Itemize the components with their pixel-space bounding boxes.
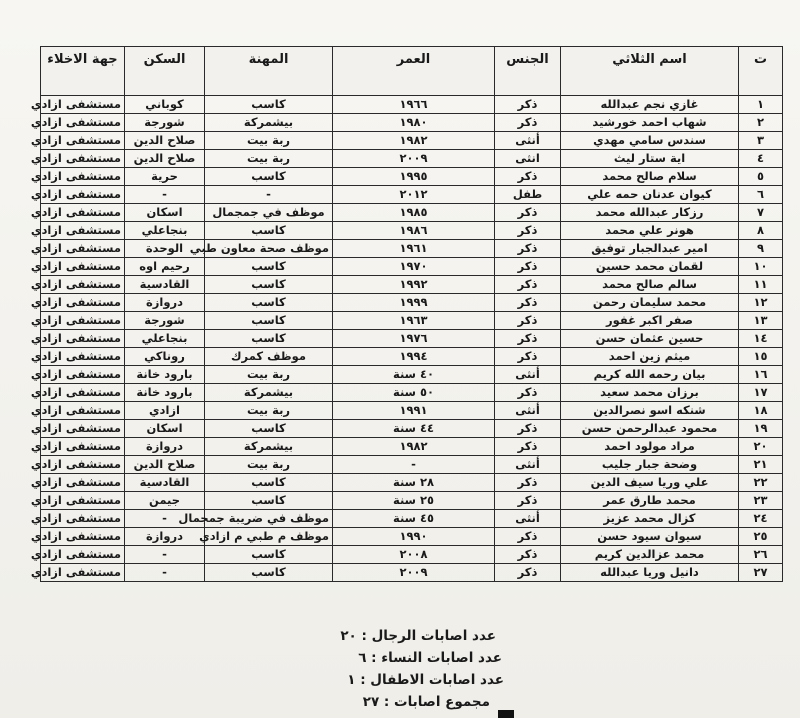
- table-row: [41, 528, 783, 546]
- table-row: [41, 276, 783, 294]
- table-row: [41, 402, 783, 420]
- casualties-table: [30, 46, 783, 582]
- row-index-cell: ١٦: [739, 366, 783, 384]
- residence-cell: الوحدة: [125, 240, 205, 258]
- gender-cell: انثى: [495, 150, 561, 168]
- age-cell: ٤٥ سنة: [333, 510, 495, 528]
- evacuation-destination-cell: مستشفى ازادي: [41, 348, 125, 366]
- full-name-cell: كيوان عدنان حمه علي: [561, 186, 739, 204]
- full-name-cell: محمود عبدالرحمن حسن: [561, 420, 739, 438]
- full-name-cell: غازي نجم عبدالله: [561, 96, 739, 114]
- occupation-cell: كاسب: [205, 294, 333, 312]
- row-index-cell: ٢٢: [739, 474, 783, 492]
- occupation-cell: ربة بيت: [205, 150, 333, 168]
- residence-cell: بارود خانة: [125, 366, 205, 384]
- table-row: [41, 240, 783, 258]
- occupation-cell: موظف صحة معاون طبي: [205, 240, 333, 258]
- occupation-cell: ربة بيت: [205, 402, 333, 420]
- residence-cell: القادسية: [125, 474, 205, 492]
- table-row: [41, 204, 783, 222]
- full-name-cell: وضحة جبار جليب: [561, 456, 739, 474]
- occupation-cell: كاسب: [205, 546, 333, 564]
- gender-cell: ذكر: [495, 96, 561, 114]
- full-name-cell: محمد عزالدين كريم: [561, 546, 739, 564]
- age-cell: ١٩٩١: [333, 402, 495, 420]
- age-cell: ٢٠٠٩: [333, 564, 495, 582]
- table-row: [41, 132, 783, 150]
- row-index-cell: ٢٥: [739, 528, 783, 546]
- evacuation-destination-cell: مستشفى ازادي: [41, 456, 125, 474]
- row-index-cell: ٤: [739, 150, 783, 168]
- occupation-cell: كاسب: [205, 258, 333, 276]
- column-age-header: العمر: [333, 47, 495, 96]
- table-body: [30, 96, 783, 582]
- evacuation-destination-cell: مستشفى ازادي: [41, 384, 125, 402]
- column-evacuation-header: جهة الاخلاء: [41, 47, 125, 96]
- scan-mark: [498, 710, 514, 718]
- age-cell: ١٩٨٥: [333, 204, 495, 222]
- total-count: مجموع اصابات : ٢٧: [362, 694, 490, 710]
- full-name-cell: شهاب احمد خورشيد: [561, 114, 739, 132]
- full-name-cell: محمد سليمان رحمن: [561, 294, 739, 312]
- age-cell: ١٩٨٢: [333, 438, 495, 456]
- evacuation-destination-cell: مستشفى ازادي: [41, 132, 125, 150]
- evacuation-destination-cell: مستشفى ازادي: [41, 186, 125, 204]
- table-row: [41, 348, 783, 366]
- table-row: [41, 546, 783, 564]
- table-row: [41, 294, 783, 312]
- occupation-cell: كاسب: [205, 564, 333, 582]
- gender-cell: ذكر: [495, 222, 561, 240]
- residence-cell: القادسية: [125, 276, 205, 294]
- gender-cell: ذكر: [495, 330, 561, 348]
- age-cell: -: [333, 456, 495, 474]
- age-cell: ٢٨ سنة: [333, 474, 495, 492]
- row-index-cell: ٣: [739, 132, 783, 150]
- occupation-cell: -: [205, 186, 333, 204]
- row-index-cell: ١١: [739, 276, 783, 294]
- evacuation-destination-cell: مستشفى ازادي: [41, 366, 125, 384]
- residence-cell: شورجة: [125, 312, 205, 330]
- full-name-cell: ميثم زين احمد: [561, 348, 739, 366]
- row-index-cell: ١: [739, 96, 783, 114]
- table-row: [41, 492, 783, 510]
- age-cell: ١٩٩٠: [333, 528, 495, 546]
- evacuation-destination-cell: مستشفى ازادي: [41, 546, 125, 564]
- residence-cell: دروازة: [125, 528, 205, 546]
- full-name-cell: علي وريا سيف الدين: [561, 474, 739, 492]
- gender-cell: ذكر: [495, 294, 561, 312]
- table-row: [41, 168, 783, 186]
- full-name-cell: سيوان سيود حسن: [561, 528, 739, 546]
- residence-cell: دروازة: [125, 294, 205, 312]
- age-cell: ٢٠٠٩: [333, 150, 495, 168]
- gender-cell: أنثى: [495, 132, 561, 150]
- children-count: عدد اصابات الاطفال : ١: [347, 672, 504, 688]
- row-index-cell: ١٣: [739, 312, 783, 330]
- evacuation-destination-cell: مستشفى ازادي: [41, 510, 125, 528]
- column-gender-header: الجنس: [495, 47, 561, 96]
- evacuation-destination-cell: مستشفى ازادي: [41, 204, 125, 222]
- occupation-cell: كاسب: [205, 168, 333, 186]
- residence-cell: -: [125, 510, 205, 528]
- full-name-cell: سندس سامي مهدي: [561, 132, 739, 150]
- row-index-cell: ٢: [739, 114, 783, 132]
- occupation-cell: كاسب: [205, 330, 333, 348]
- residence-cell: -: [125, 564, 205, 582]
- table-row: [41, 564, 783, 582]
- age-cell: ١٩٩٥: [333, 168, 495, 186]
- age-cell: ١٩٨٠: [333, 114, 495, 132]
- table-row: [41, 420, 783, 438]
- gender-cell: ذكر: [495, 474, 561, 492]
- evacuation-destination-cell: مستشفى ازادي: [41, 294, 125, 312]
- evacuation-destination-cell: مستشفى ازادي: [41, 114, 125, 132]
- age-cell: ١٩٨٦: [333, 222, 495, 240]
- table-row: [41, 186, 783, 204]
- casualty-summary: [290, 625, 510, 713]
- row-index-cell: ٢٦: [739, 546, 783, 564]
- women-count: عدد اصابات النساء : ٦: [358, 650, 502, 666]
- evacuation-destination-cell: مستشفى ازادي: [41, 474, 125, 492]
- age-cell: ٥٠ سنة: [333, 384, 495, 402]
- occupation-cell: كاسب: [205, 96, 333, 114]
- table-row: [41, 366, 783, 384]
- age-cell: ٤٤ سنة: [333, 420, 495, 438]
- residence-cell: صلاح الدين: [125, 456, 205, 474]
- age-cell: ١٩٦٦: [333, 96, 495, 114]
- gender-cell: أنثى: [495, 402, 561, 420]
- occupation-cell: كاسب: [205, 312, 333, 330]
- residence-cell: اسكان: [125, 420, 205, 438]
- gender-cell: ذكر: [495, 546, 561, 564]
- occupation-cell: بيشمركة: [205, 438, 333, 456]
- table-row: [41, 456, 783, 474]
- row-index-cell: ٢٤: [739, 510, 783, 528]
- age-cell: ١٩٩٩: [333, 294, 495, 312]
- row-index-cell: ٩: [739, 240, 783, 258]
- occupation-cell: كاسب: [205, 474, 333, 492]
- full-name-cell: سالم صالح محمد: [561, 276, 739, 294]
- row-index-cell: ٢٣: [739, 492, 783, 510]
- row-index-cell: ١٩: [739, 420, 783, 438]
- row-index-cell: ٢٧: [739, 564, 783, 582]
- residence-cell: بارود خانة: [125, 384, 205, 402]
- residence-cell: بنجاعلي: [125, 330, 205, 348]
- row-index-cell: ٢٠: [739, 438, 783, 456]
- residence-cell: حرية: [125, 168, 205, 186]
- row-index-cell: ٢١: [739, 456, 783, 474]
- evacuation-destination-cell: مستشفى ازادي: [41, 222, 125, 240]
- row-index-cell: ١٠: [739, 258, 783, 276]
- full-name-cell: امير عبدالجبار توفيق: [561, 240, 739, 258]
- evacuation-destination-cell: مستشفى ازادي: [41, 168, 125, 186]
- gender-cell: ذكر: [495, 114, 561, 132]
- evacuation-destination-cell: مستشفى ازادي: [41, 276, 125, 294]
- gender-cell: ذكر: [495, 348, 561, 366]
- row-index-cell: ٨: [739, 222, 783, 240]
- full-name-cell: سلام صالح محمد: [561, 168, 739, 186]
- full-name-cell: مراد مولود احمد: [561, 438, 739, 456]
- row-index-cell: ٦: [739, 186, 783, 204]
- residence-cell: -: [125, 186, 205, 204]
- gender-cell: ذكر: [495, 420, 561, 438]
- occupation-cell: كاسب: [205, 420, 333, 438]
- header-row: [41, 47, 783, 96]
- table-row: [41, 150, 783, 168]
- row-index-cell: ٥: [739, 168, 783, 186]
- row-index-cell: ١٨: [739, 402, 783, 420]
- age-cell: ١٩٧٦: [333, 330, 495, 348]
- occupation-cell: بيشمركة: [205, 384, 333, 402]
- evacuation-destination-cell: مستشفى ازادي: [41, 150, 125, 168]
- men-count: عدد اصابات الرجال : ٢٠: [340, 628, 496, 644]
- age-cell: ١٩٧٠: [333, 258, 495, 276]
- gender-cell: طفل: [495, 186, 561, 204]
- residence-cell: ازادي: [125, 402, 205, 420]
- occupation-cell: ربة بيت: [205, 456, 333, 474]
- full-name-cell: رزكار عبدالله محمد: [561, 204, 739, 222]
- age-cell: ٢٠١٢: [333, 186, 495, 204]
- residence-cell: شورجة: [125, 114, 205, 132]
- residence-cell: كوباني: [125, 96, 205, 114]
- column-residence-header: السكن: [125, 47, 205, 96]
- table-row: [41, 312, 783, 330]
- row-index-cell: ١٥: [739, 348, 783, 366]
- evacuation-destination-cell: مستشفى ازادي: [41, 492, 125, 510]
- age-cell: ٢٥ سنة: [333, 492, 495, 510]
- age-cell: ٢٠٠٨: [333, 546, 495, 564]
- full-name-cell: صفر اكبر غفور: [561, 312, 739, 330]
- evacuation-destination-cell: مستشفى ازادي: [41, 240, 125, 258]
- gender-cell: ذكر: [495, 312, 561, 330]
- table-header: [41, 47, 783, 96]
- row-index-cell: ١٤: [739, 330, 783, 348]
- occupation-cell: موظف كمرك: [205, 348, 333, 366]
- residence-cell: بنجاعلي: [125, 222, 205, 240]
- full-name-cell: حسين عثمان حسن: [561, 330, 739, 348]
- gender-cell: ذكر: [495, 276, 561, 294]
- age-cell: ٤٠ سنة: [333, 366, 495, 384]
- row-index-cell: ٧: [739, 204, 783, 222]
- evacuation-destination-cell: مستشفى ازادي: [41, 330, 125, 348]
- residence-cell: -: [125, 546, 205, 564]
- evacuation-destination-cell: مستشفى ازادي: [41, 420, 125, 438]
- evacuation-destination-cell: مستشفى ازادي: [41, 402, 125, 420]
- full-name-cell: برزان محمد سعيد: [561, 384, 739, 402]
- evacuation-destination-cell: مستشفى ازادي: [41, 258, 125, 276]
- gender-cell: أنثى: [495, 510, 561, 528]
- occupation-cell: كاسب: [205, 222, 333, 240]
- occupation-cell: ربة بيت: [205, 366, 333, 384]
- full-name-cell: لقمان محمد حسين: [561, 258, 739, 276]
- residence-cell: روناكي: [125, 348, 205, 366]
- evacuation-destination-cell: مستشفى ازادي: [41, 564, 125, 582]
- age-cell: ١٩٦٣: [333, 312, 495, 330]
- row-index-cell: ١٢: [739, 294, 783, 312]
- column-index-header: ت: [739, 47, 783, 96]
- full-name-cell: محمد طارق عمر: [561, 492, 739, 510]
- gender-cell: ذكر: [495, 168, 561, 186]
- gender-cell: أنثى: [495, 366, 561, 384]
- occupation-cell: موظف في جمجمال: [205, 204, 333, 222]
- table-row: [41, 330, 783, 348]
- column-name-header: اسم الثلاثي: [561, 47, 739, 96]
- age-cell: ١٩٦١: [333, 240, 495, 258]
- table-row: [41, 114, 783, 132]
- occupation-cell: كاسب: [205, 492, 333, 510]
- gender-cell: ذكر: [495, 528, 561, 546]
- occupation-cell: موظف م طبي م ازادي: [205, 528, 333, 546]
- gender-cell: أنثى: [495, 456, 561, 474]
- evacuation-destination-cell: مستشفى ازادي: [41, 438, 125, 456]
- full-name-cell: هونر علي محمد: [561, 222, 739, 240]
- table-row: [41, 258, 783, 276]
- occupation-cell: بيشمركة: [205, 114, 333, 132]
- table-row: [41, 384, 783, 402]
- table-row: [41, 474, 783, 492]
- residence-cell: اسكان: [125, 204, 205, 222]
- gender-cell: ذكر: [495, 240, 561, 258]
- column-occupation-header: المهنة: [205, 47, 333, 96]
- evacuation-destination-cell: مستشفى ازادي: [41, 96, 125, 114]
- gender-cell: ذكر: [495, 492, 561, 510]
- evacuation-destination-cell: مستشفى ازادي: [41, 312, 125, 330]
- gender-cell: ذكر: [495, 564, 561, 582]
- residence-cell: صلاح الدين: [125, 150, 205, 168]
- table-row: [41, 438, 783, 456]
- full-name-cell: اية ستار ليث: [561, 150, 739, 168]
- full-name-cell: كزال محمد عزيز: [561, 510, 739, 528]
- occupation-cell: موظف في ضريبة جمجمال: [205, 510, 333, 528]
- row-index-cell: ١٧: [739, 384, 783, 402]
- gender-cell: ذكر: [495, 258, 561, 276]
- full-name-cell: دانيل وريا عبدالله: [561, 564, 739, 582]
- gender-cell: ذكر: [495, 204, 561, 222]
- table-row: [41, 222, 783, 240]
- occupation-cell: كاسب: [205, 276, 333, 294]
- full-name-cell: بيان رحمه الله كريم: [561, 366, 739, 384]
- residence-cell: دروازة: [125, 438, 205, 456]
- age-cell: ١٩٩٤: [333, 348, 495, 366]
- age-cell: ١٩٩٢: [333, 276, 495, 294]
- residence-cell: رحيم اوه: [125, 258, 205, 276]
- age-cell: ١٩٨٢: [333, 132, 495, 150]
- evacuation-destination-cell: مستشفى ازادي: [41, 528, 125, 546]
- residence-cell: صلاح الدين: [125, 132, 205, 150]
- full-name-cell: شنكه اسو نصرالدين: [561, 402, 739, 420]
- table-row: [41, 96, 783, 114]
- gender-cell: ذكر: [495, 384, 561, 402]
- table-row: [41, 510, 783, 528]
- residence-cell: جيمن: [125, 492, 205, 510]
- gender-cell: ذكر: [495, 438, 561, 456]
- occupation-cell: ربة بيت: [205, 132, 333, 150]
